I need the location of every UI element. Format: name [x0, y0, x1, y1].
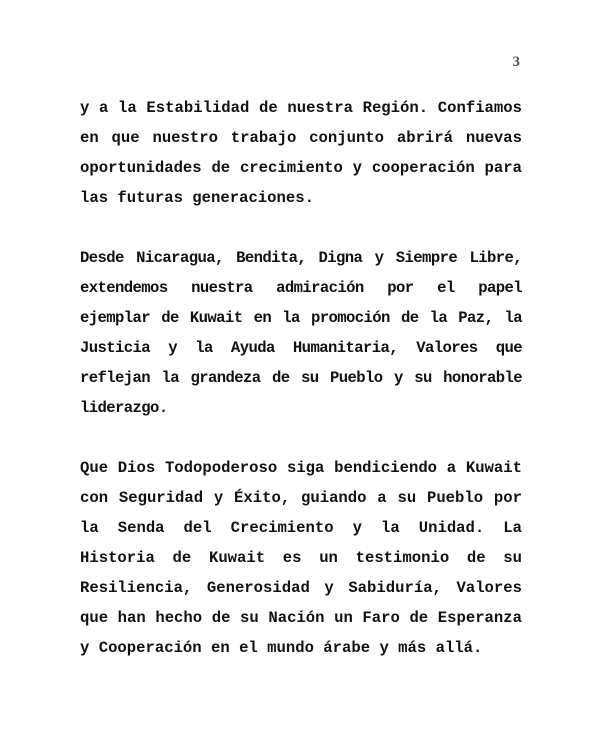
letter-body	[80, 93, 522, 693]
page-number: 3	[512, 54, 520, 70]
paragraph-3: Que Dios Todopoderoso siga bendiciendo a Kuwait con Seguridad y Éxito, guiando a su Pueblo por la Senda del Crecimiento y la Unidad. La Historia de Kuwait es un testimonio de su Resiliencia, Generosidad y Sabiduría, Valores que han hecho de su Nación un Faro de Esperanza y Cooperación en el mundo árabe y más allá.	[80, 459, 522, 657]
paragraph-1: y a la Estabilidad de nuestra Región. Confiamos en que nuestro trabajo conjunto abrirá nuevas oportunidades de crecimiento y cooperación para las futuras generaciones.	[80, 99, 522, 207]
paragraph-2: Desde Nicaragua, Bendita, Digna y Siempre Libre, extendemos nuestra admiración por el papel ejemplar de Kuwait en la promoción de la Paz, la Justicia y la Ayuda Humanitaria, Valores que reflejan la grandeza de su Pueblo y su honorable liderazgo.	[80, 249, 522, 417]
